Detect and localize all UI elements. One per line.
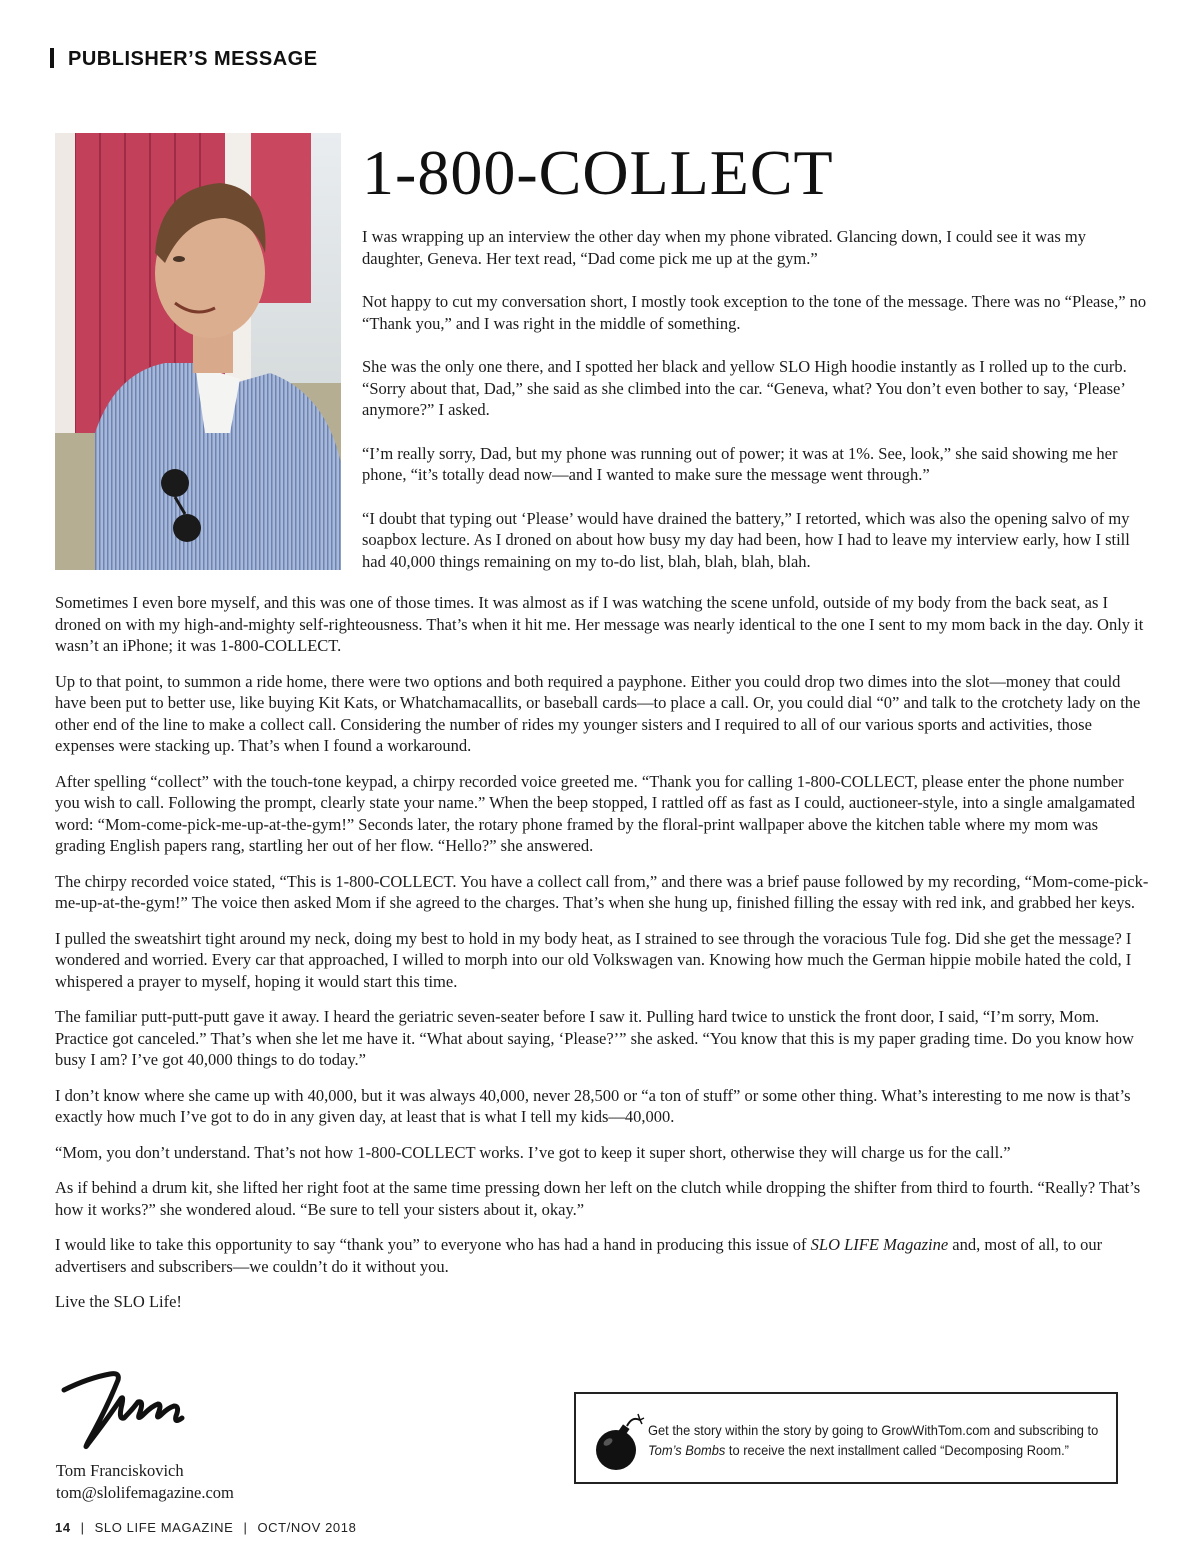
callout-text <box>648 1420 1099 1460</box>
section-label <box>50 48 318 71</box>
footer-separator: | <box>80 1520 85 1535</box>
paragraph: “I doubt that typing out ‘Please’ would have drained the battery,” I retorted, which was also the opening salvo of my soapbox lecture. As I droned on about how busy my day had been, how I had to leave my interview early, how I still had 40,000 things remaining on my to-do list, blah, blah, blah, blah. <box>362 508 1130 571</box>
author-photo <box>55 133 341 570</box>
page-footer <box>55 1520 356 1535</box>
author-email[interactable]: tom@slolifemagazine.com <box>56 1483 234 1502</box>
signature-mark <box>58 1360 198 1460</box>
paragraph: Sometimes I even bore myself, and this was one of those times. It was almost as if I was watching the scene unfold, outside of my body from the back seat, as I droned on with my high-and-mighty self-righteousness. That’s when it hit me. Her message was nearly identical to the one I sent to my mom back in the day. Only it wasn’t an iPhone; it was 1-800-COLLECT. <box>55 593 1144 655</box>
paragraph: “Mom, you don’t understand. That’s not how 1-800-COLLECT works. I’ve got to keep it super short, otherwise they will charge us for the call.” <box>55 1142 1011 1162</box>
paragraph: “I’m really sorry, Dad, but my phone was running out of power; it was at 1%. See, look,” she said showing me her phone, “it’s totally dead now—and I wanted to make sure the message went through.” <box>362 443 1118 484</box>
author-name: Tom Franciskovich <box>56 1461 184 1480</box>
tom-bombs-callout <box>574 1392 1118 1484</box>
section-label-text: PUBLISHER’S MESSAGE <box>68 48 318 70</box>
magazine-name: SLO LIFE Magazine <box>810 1235 949 1254</box>
bomb-icon <box>594 1412 646 1472</box>
footer-separator: | <box>243 1520 248 1535</box>
paragraph: I pulled the sweatshirt tight around my neck, doing my best to hold in my body heat, as I strained to see through the voracious Tule fog. Did she get the message? I wondered and worried. Every car that approached, I willed to morph into our old Volkswagen van. Knowing how much the German hippie mobile hated the cold, I whispered a prayer to myself, hoping it would start this time. <box>55 928 1132 991</box>
paragraph: Not happy to cut my conversation short, I mostly took exception to the tone of the message. There was no “Please,” no “Thank you,” and I was right in the middle of something. <box>362 292 1147 333</box>
article-body-top <box>362 226 1150 594</box>
footer-magazine: SLO LIFE MAGAZINE <box>94 1520 234 1535</box>
paragraph: The chirpy recorded voice stated, “This is 1-800-COLLECT. You have a collect call from,” and there was a brief pause followed by my recording, “Mom-come-pick-me-up-at-the-gym!” The voice then asked Mom if she agreed to the charges. That’s when she hung up, finished filling the essay with red ink, and grabbed her keys. <box>55 871 1149 912</box>
paragraph: The familiar putt-putt-putt gave it away. I heard the geriatric seven-seater before I saw it. Pulling hard twice to unstick the front door, I said, “I’m sorry, Mom. Practice got canceled.” That’s when she let me have it. “What about saying, ‘Please?’” she asked. “You know that this is my paper grading time. Do you know how busy I am? I’ve got 40,000 things to do today.” <box>55 1007 1134 1069</box>
callout-line-2-rest: to receive the next installment called “Decomposing Room.” <box>725 1442 1069 1458</box>
paragraph: After spelling “collect” with the touch-tone keypad, a chirpy recorded voice greeted me. “Thank you for calling 1-800-COLLECT, please enter the phone number you wish to call. Following the prompt, clearly state your name.” When the beep stopped, I rattled off as fast as I could, auctioneer-style, into a single amalgamated word: “Mom-come-pick-me-up-at-the-gym!” Seconds later, the rotary phone framed by the floral-print wallpaper above the kitchen table where my mom was grading English papers rang, startling her out of her flow. “Hello?” she answered. <box>55 771 1135 855</box>
section-label-bar <box>50 48 54 68</box>
article-title: 1-800-COLLECT <box>362 137 834 208</box>
paragraph: She was the only one there, and I spotted her black and yellow SLO High hoodie instantly as I rolled up to the curb. “Sorry about that, Dad,” she said as she climbed into the car. “Geneva, what? You don’t even bother to say, ‘Please’ anymore?” I asked. <box>362 357 1127 419</box>
tom-bombs-name: Tom’s Bombs <box>648 1442 726 1458</box>
author-contact <box>56 1460 234 1504</box>
thanks-paragraph <box>55 1234 1150 1277</box>
author-signature <box>58 1360 198 1460</box>
article-body-full <box>55 592 1150 1327</box>
paragraph: Up to that point, to summon a ride home, there were two options and both required a payphone. Either you could drop two dimes into the slot—money that could have been put to better use, like buying Kit Kats, or Whatchamacallits, or baseball cards—to place a call. Or, you could dial “0” and talk to the crotchety lady on the other end of the line to make a collect call. Considering the number of rides my younger sisters and I required to all of our various sports and activities, those expenses were stacking up. That’s when I found a workaround. <box>55 671 1141 755</box>
thanks-before: I would like to take this opportunity to say “thank you” to everyone who has had a hand in producing this issue of <box>55 1235 811 1254</box>
paragraph: As if behind a drum kit, she lifted her right foot at the same time pressing down her left on the clutch while dropping the shifter from third to fourth. “Really? That’s how it works?” she wondered aloud. “Be sure to tell your sisters about it, okay.” <box>55 1178 1141 1219</box>
paragraph: I was wrapping up an interview the other day when my phone vibrated. Glancing down, I could see it was my daughter, Geneva. Her text read, “Dad come pick me up at the gym.” <box>362 227 1086 268</box>
footer-issue: OCT/NOV 2018 <box>257 1520 357 1535</box>
thanks-after: and, most of all, to our advertisers and subscribers—we couldn’t do it without you. <box>55 1235 1103 1276</box>
author-photo-illustration <box>55 133 341 570</box>
sign-off: Live the SLO Life! <box>55 1292 182 1311</box>
page-number: 14 <box>55 1520 71 1535</box>
callout-line-2 <box>648 1440 1071 1460</box>
paragraph: I don’t know where she came up with 40,000, but it was always 40,000, never 28,500 or “a ton of stuff” or some other thing. What’s interesting to me now is that’s exactly how much I’ve got to do in any given day, at least that is what I tell my kids—40,000. <box>55 1085 1131 1126</box>
callout-line-1: Get the story within the story by going to GrowWithTom.com and subscribing to <box>648 1422 1099 1438</box>
